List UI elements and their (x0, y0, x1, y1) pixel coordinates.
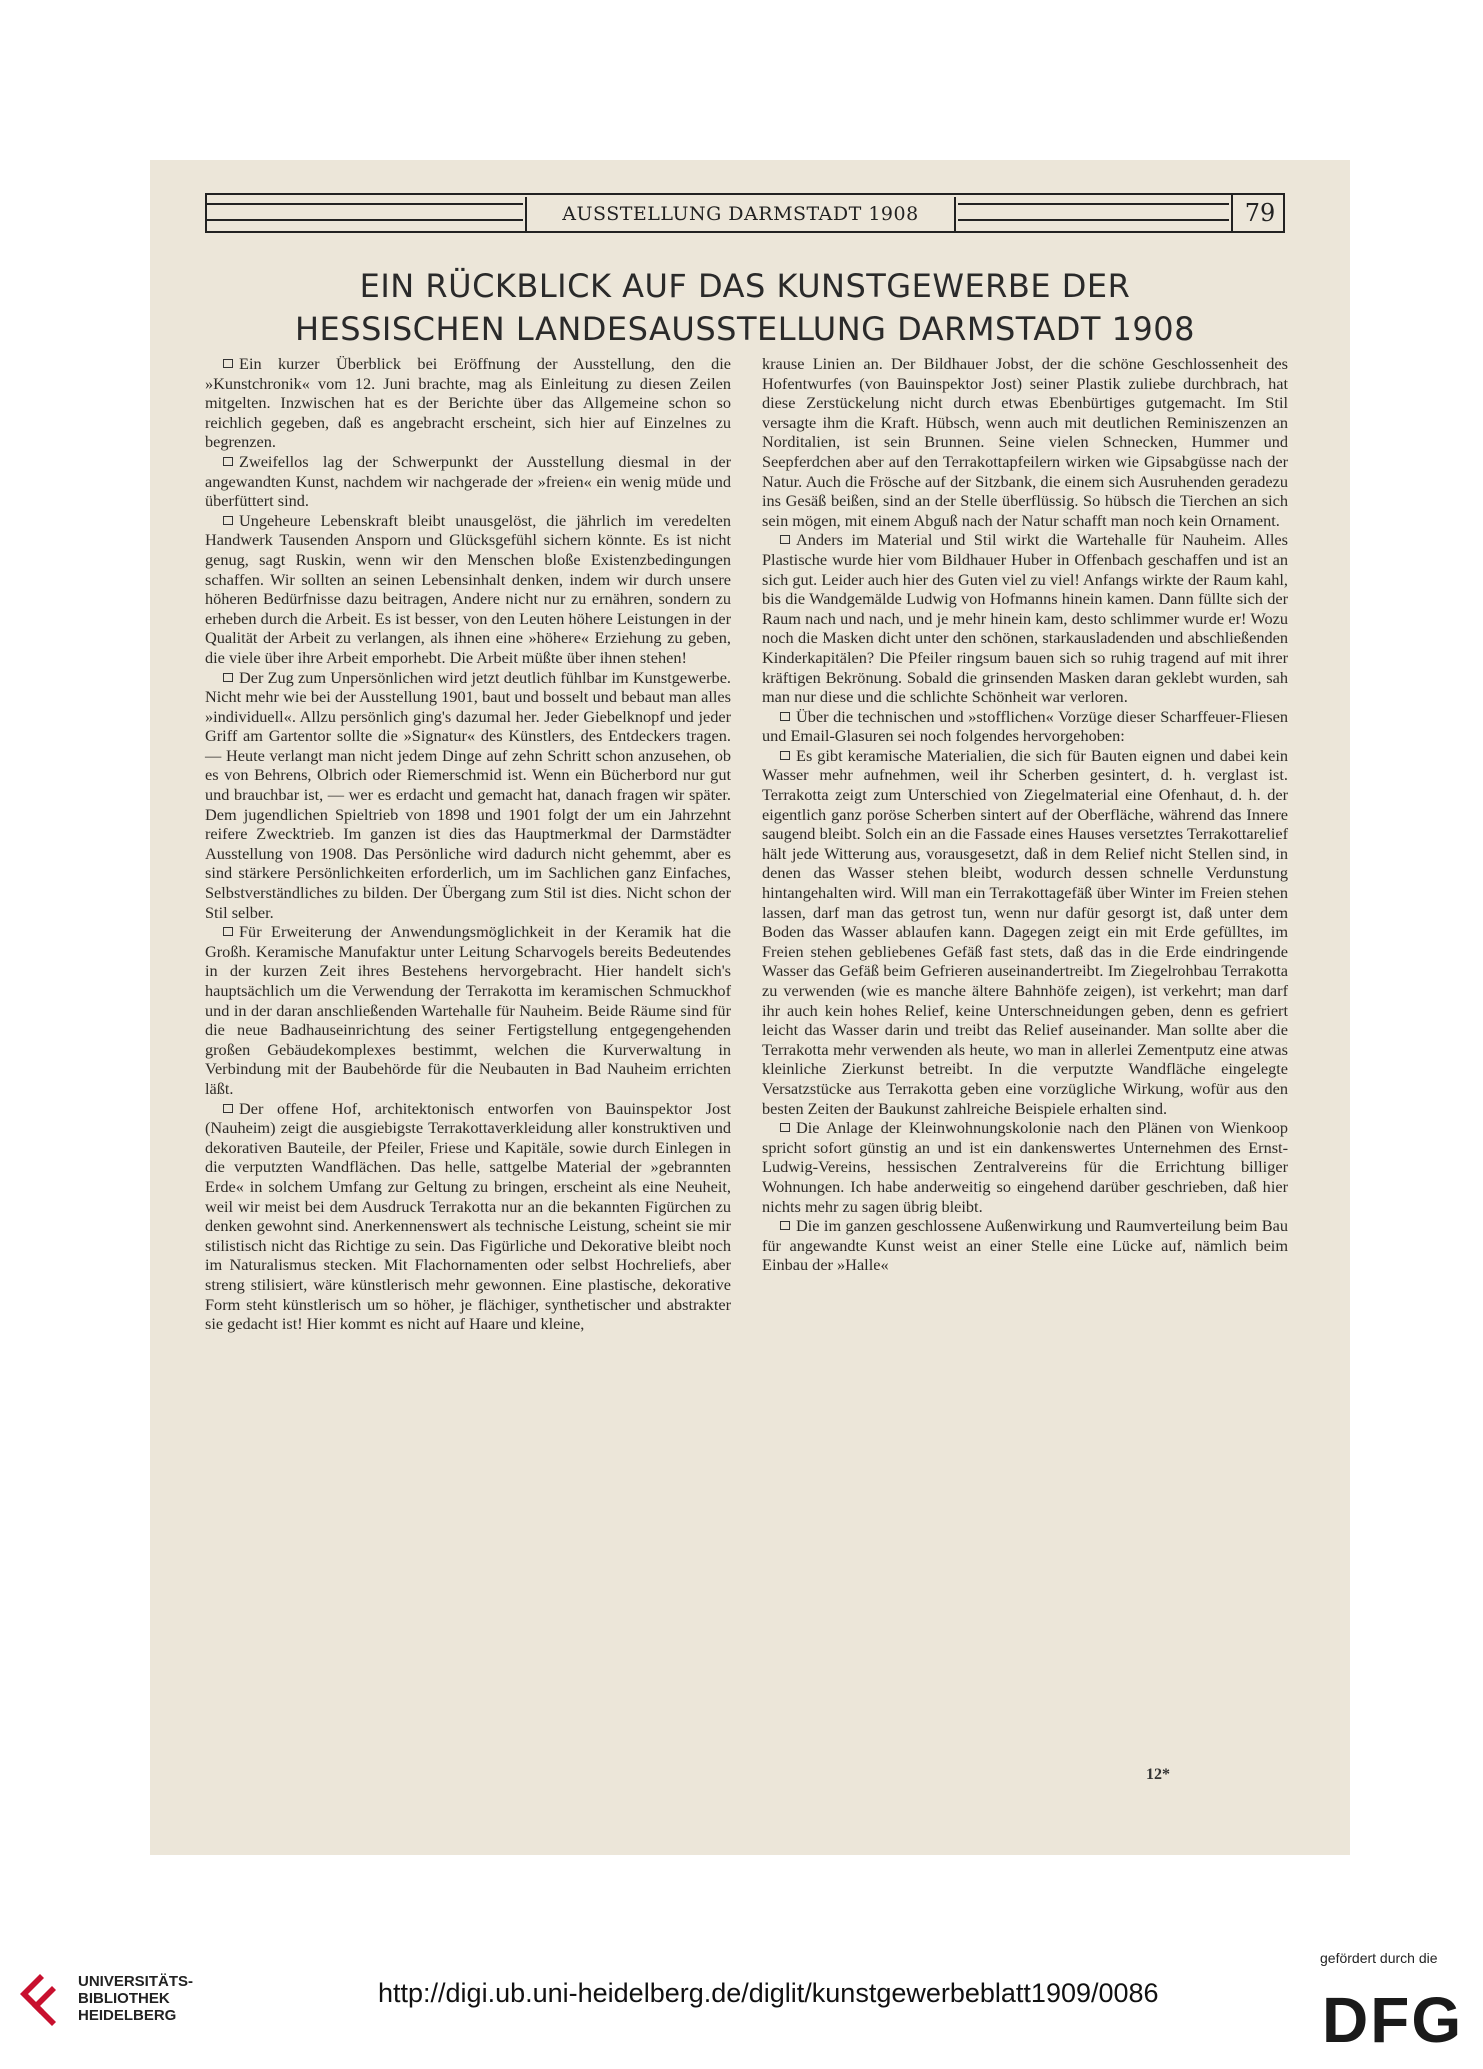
library-name: UNIVERSITÄTS- BIBLIOTHEK HEIDELBERG (78, 1973, 194, 2024)
dfg-logo: DFG (1322, 1984, 1464, 2056)
page-number: 79 (1231, 195, 1287, 231)
paragraph-mark-icon (780, 712, 790, 721)
paragraph: Der offene Hof, architektonisch entworfen von Bauinspektor Jost (Nauheim) zeigt die ausgiebigste Terrakottaverkleidung aller konstruktiven und dekorativen Bauteile, der Pfeiler, Friese und Kapitäle, sowie durch Einlegen in die verputzten Wandflächen. Das helle, sattgelbe Material der »gebrannten Erde« in solchem Umfang zur Geltung zu bringen, erscheint als eine Neuheit, weil wir meist bei dem Ausdruck Terrakotta nur an die bekannten Figürchen zu denken gewohnt sind. Anerkennenswert als technische Leistung, scheint sie mir stilistisch nicht das Richtige zu sein. Das Figürliche und Dekorative bleibt noch im Naturalismus stecken. Mit Flachornamenten oder selbst Hochreliefs, aber streng stilisiert, wäre künstlerisch mehr gewonnen. Eine plastische, dekorative Form steht künstlerisch um so höher, je flächiger, synthetischer und abstrakter sie gedacht ist! Hier kommt es nicht auf Haare und kleine, (205, 1098, 731, 1334)
paragraph: Für Erweiterung der Anwendungsmöglichkeit in der Keramik hat die Großh. Keramische Manufaktur unter Leitung Scharvogels bereits Bedeutendes in der kurzen Zeit ihres Bestehens hervorgebracht. Hier handelt sich's hauptsächlich um die Verwendung der Terrakotta im keramischen Schmuckhof und in der daran anschließenden Wartehalle für Nauheim. Beide Räume sind für die neue Badhauseinrichtung des seiner Fertigstellung entgegengehenden großen Gebäudekomplexes bestimmt, welchen die Kurverwaltung in Verbindung mit der Baubehörde für die Neubauten in Bad Nauheim errichten läßt. (205, 922, 731, 1098)
paragraph: Über die technischen und »stofflichen« Vorzüge dieser Scharffeuer-Fliesen und Email-Glasuren sei noch folgendes hervorgehoben: (762, 706, 1288, 746)
paragraph: Die Anlage der Kleinwohnungskolonie nach den Plänen von Wienkoop spricht sofort günstig an und ist ein dankenswertes Unternehmen des Ernst-Ludwig-Vereins, hessischen Zentralvereins für die Errichtung billiger Wohnungen. Ich habe anderweitig so eingehend darüber geschrieben, daß hier nichts mehr zu sagen übrig bleibt. (762, 1118, 1288, 1216)
article-title (205, 265, 1285, 351)
paragraph-mark-icon (223, 927, 233, 936)
funding-note: gefördert durch die (1320, 1950, 1438, 1966)
paragraph-mark-icon (223, 1104, 233, 1113)
article-title-line-1: EIN RÜCKBLICK AUF DAS KUNSTGEWERBE DER (359, 267, 1131, 305)
paragraph-mark-icon (780, 535, 790, 544)
signature-mark: 12* (1146, 1766, 1170, 1783)
paragraph-mark-icon (223, 457, 233, 466)
ub-heidelberg-logo-icon (14, 1968, 66, 2030)
paragraph: Der Zug zum Unpersönlichen wird jetzt deutlich fühlbar im Kunstgewerbe. Nicht mehr wie bei der Ausstellung 1901, baut und bosselt und bebaut man alles »individuell«. Allzu persönlich ging's dazumal her. Jeder Giebelknopf und jeder Griff am Gartentor sollte die »Signatur« des Künstlers, des Entdeckers tragen. — Heute verlangt man nicht jedem Dinge auf zehn Schritt schon anzusehen, ob es von Behrens, Olbrich oder Riemerschmid ist. Wenn ein Bücherbord nur gut und brauchbar ist, — wer es erdacht und gemacht hat, danach fragen wir später. Dem jugendlichen Spieltrieb von 1898 und 1901 folgt der um ein Jahrzehnt reifere Zwecktrieb. Im ganzen ist dies das Hauptmerkmal der Darmstädter Ausstellung von 1908. Das Persönliche wird dadurch nicht gehemmt, aber es sind stärkere Persönlichkeiten erforderlich, um im Sachlichen ganz Einfaches, Selbstverständliches zu bilden. Der Übergang zum Stil ist dies. Nicht schon der Stil selber. (205, 667, 731, 922)
paragraph-mark-icon (780, 1221, 790, 1230)
article-title-line-2: HESSISCHEN LANDESAUSSTELLUNG DARMSTADT 1908 (294, 310, 1195, 348)
paragraph: Zweifellos lag der Schwerpunkt der Ausstellung diesmal in der angewandten Kunst, nachdem wir nachgerade der »freien« ein wenig müde und überfüttert sind. (205, 451, 731, 511)
running-title: AUSSTELLUNG DARMSTADT 1908 (525, 197, 956, 231)
paragraph: Ungeheure Lebenskraft bleibt unausgelöst, die jährlich im veredelten Handwerk Tausenden Ansporn und Glücksgefühl sichern könnte. Es ist nicht genug, sagt Ruskin, wenn wir den Menschen bloße Existenzbedingungen schaffen. Wir sollten an seinen Lebensinhalt denken, indem wir durch unsere höheren Bedürfnisse dazu beitragen, Andere nicht nur zu ernähren, sondern zu erheben durch die Arbeit. Es ist besser, von den Leuten höhere Leistungen in der Qualität der Arbeit zu verlangen, als ihnen eine »höhere« Erziehung zu geben, die viele über ihre Arbeit emporhebt. Die Arbeit müßte über ihnen stehen! (205, 510, 731, 667)
paragraph-mark-icon (780, 1123, 790, 1132)
paragraph: Die im ganzen geschlossene Außenwirkung und Raumverteilung beim Bau für angewandte Kunst weist an einer Stelle eine Lücke auf, nämlich beim Einbau der »Halle« (762, 1216, 1288, 1275)
left-column (205, 354, 731, 1754)
paragraph: Anders im Material und Stil wirkt die Wartehalle für Nauheim. Alles Plastische wurde hier vom Bildhauer Huber in Offenbach geschaffen und ist an sich gut. Leider auch hier des Guten viel zu viel! Anfangs wirkte der Raum kahl, bis die Wandgemälde Ludwig von Hofmanns hinein kamen. Dann füllte sich der Raum nach und nach, und je mehr hinein kam, desto schlimmer wurde er! Wozu noch die Masken dicht unter den schönen, starkausladenden und abschließenden Kinderkapitälen? Die Pfeiler ringsum bauen sich so ruhig tragend auf mit ihrer kräftigen Bekrönung. Sobald die grinsenden Masken daran geklebt wurden, sah man nur diese und die schlichte Schönheit war verloren. (762, 530, 1288, 707)
paragraph: Ein kurzer Überblick bei Eröffnung der Ausstellung, den die »Kunstchronik« vom 12. Juni brachte, mag als Einleitung zu diesen Zeilen mitgelten. Inzwischen hat es der Berichte über das Allgemeine schon so reichlich gegeben, daß es angebracht erscheint, sich hier auf Einzelnes zu begrenzen. (205, 354, 731, 452)
paragraph: Es gibt keramische Materialien, die sich für Bauten eignen und dabei kein Wasser mehr aufnehmen, weil ihr Scherben gesintert, d. h. verglast ist. Terrakotta zeigt zum Unterschied von Ziegelmaterial eine Ofenhaut, d. h. der eigentlich ganz poröse Scherben sintert auf der Oberfläche, während das Innere saugend bleibt. Solch ein an die Fassade eines Hauses versetztes Terrakottarelief hält jede Witterung aus, vorausgesetzt, daß in dem Relief nicht Stellen sind, in denen das Wasser stehen bleibt, wodurch dessen schnelle Verdunstung hintangehalten wird. Will man ein Terrakottagefäß über Winter im Freien stehen lassen, darf man das getrost tun, wenn nur dafür gesorgt ist, daß unter dem Boden das Wasser ablaufen kann. Dagegen zeigt ein mit Erde gefülltes, im Freien stehen gebliebenes Gefäß fast stets, daß das in die Erde eindringende Wasser das Gefäß beim Gefrieren auseinandertreibt. Im Ziegelrohbau Terrakotta zu verwenden (wie es manche ältere Bahnhöfe zeigen), ist verkehrt; man darf ihr auch kein hohes Relief, keine Unterschneidungen geben, denn es gefriert leicht das Wasser darin und treibt das Relief auseinander. Man sollte aber die Terrakotta mehr verwenden als heute, wo man in allerlei Zementputz eine atwas kleinliche Zierkunst betreibt. In die verputzte Wandfläche eingelegte Versatzstücke aus Terrakotta geben eine vorzügliche Wirkung, wofür aus den besten Zeiten der Baukunst zahlreiche Beispiele erhalten sind. (762, 745, 1288, 1118)
paragraph: krause Linien an. Der Bildhauer Jobst, der die schöne Geschlossenheit des Hofentwurfes (von Bauinspektor Jost) seiner Plastik zuliebe durchbrach, hat diese Zerstückelung nicht durch etwas Ebenbürtiges gutgemacht. Im Stil versagte ihm die Kraft. Hübsch, wenn auch mit deutlichen Reminiszenzen an Norditalien, ist sein Brunnen. Seine vielen Schnecken, Hummer und Seepferdchen aber auf den Terrakottapfeilern wirken wie Gipsabgüsse nach der Natur. Auch die Frösche auf der Sitzbank, die einem sich Ausruhenden geradezu ins Gesäß beißen, sind an der Stelle überflüssig. So hübsch die Tierchen an sich sein mögen, mit einem Abguß nach der Natur schafft man noch kein Ornament. (762, 354, 1288, 530)
paragraph-mark-icon (223, 359, 233, 368)
paragraph-mark-icon (780, 751, 790, 760)
paragraph-mark-icon (223, 673, 233, 682)
paragraph-mark-icon (223, 516, 233, 525)
source-url-link[interactable]: http://digi.ub.uni-heidelberg.de/diglit/kunstgewerbeblatt1909/0086 (378, 1978, 1159, 2008)
running-header (205, 193, 1285, 233)
right-column (762, 354, 1288, 1754)
